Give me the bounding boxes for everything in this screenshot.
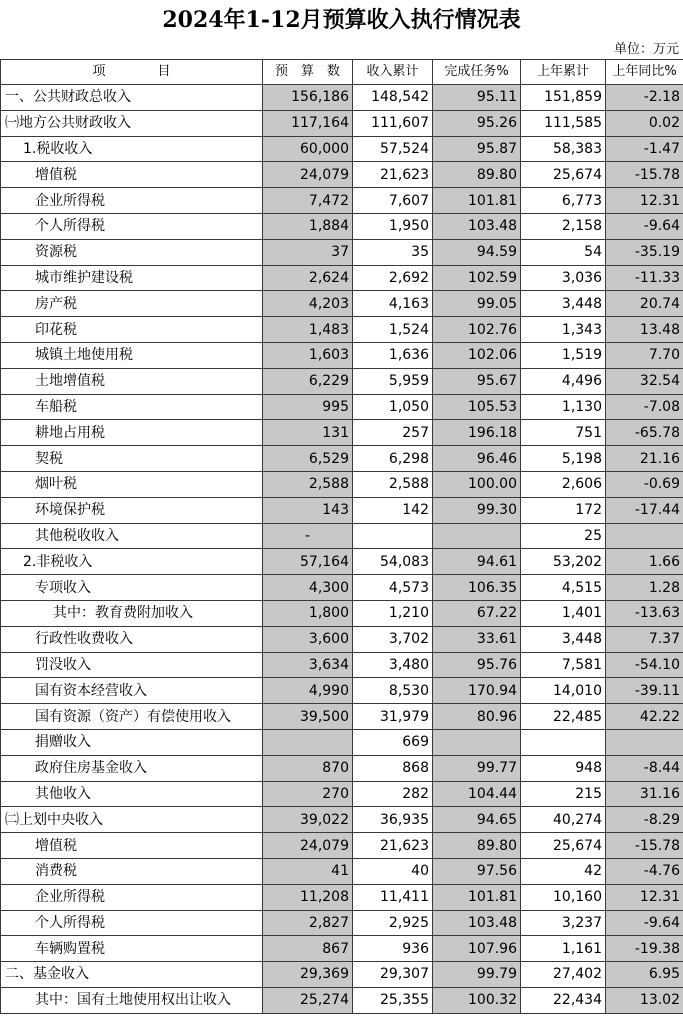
row-item-name: ㈠地方公共财政收入 xyxy=(1,110,263,136)
header-budget: 预 算 数 xyxy=(263,60,353,85)
row-item-name: 企业所得税 xyxy=(1,884,263,910)
row-last-year: 22,434 xyxy=(521,987,606,1013)
row-budget: 7,472 xyxy=(263,188,353,214)
row-cumulative: 54,083 xyxy=(353,549,433,575)
row-completion: 102.59 xyxy=(433,265,521,291)
row-item-name: 一、公共财政总收入 xyxy=(1,85,263,111)
row-last-year: 5,198 xyxy=(521,446,606,472)
row-cumulative: 1,050 xyxy=(353,394,433,420)
row-cumulative: 1,636 xyxy=(353,342,433,368)
table-row xyxy=(1,781,683,807)
row-item-name: 捐赠收入 xyxy=(1,729,263,755)
header-cumulative: 收入累计 xyxy=(353,60,433,85)
row-completion: 95.26 xyxy=(433,110,521,136)
row-budget: 6,529 xyxy=(263,446,353,472)
row-completion: 101.81 xyxy=(433,884,521,910)
row-last-year: 1,343 xyxy=(521,317,606,343)
table-row xyxy=(1,265,683,291)
table-row xyxy=(1,317,683,343)
row-item-name: 个人所得税 xyxy=(1,910,263,936)
row-yoy: 32.54 xyxy=(606,368,683,394)
row-budget: 4,300 xyxy=(263,575,353,601)
row-completion: 99.79 xyxy=(433,962,521,988)
row-completion: 97.56 xyxy=(433,858,521,884)
row-cumulative: 669 xyxy=(353,729,433,755)
row-yoy: -13.63 xyxy=(606,600,683,626)
row-completion: 105.53 xyxy=(433,394,521,420)
row-yoy: -39.11 xyxy=(606,678,683,704)
row-item-name: 其他税收收入 xyxy=(1,523,263,549)
row-budget: 60,000 xyxy=(263,136,353,162)
table-row xyxy=(1,884,683,910)
row-item-name: 个人所得税 xyxy=(1,213,263,239)
row-completion: 96.46 xyxy=(433,446,521,472)
row-yoy: -54.10 xyxy=(606,652,683,678)
row-item-name: 二、基金收入 xyxy=(1,962,263,988)
row-item-name: 土地增值税 xyxy=(1,368,263,394)
row-cumulative: 2,692 xyxy=(353,265,433,291)
row-last-year: 3,036 xyxy=(521,265,606,291)
row-budget: 270 xyxy=(263,781,353,807)
table-row xyxy=(1,368,683,394)
row-cumulative: 36,935 xyxy=(353,807,433,833)
row-last-year: 27,402 xyxy=(521,962,606,988)
row-completion: 95.67 xyxy=(433,368,521,394)
row-item-name: 车辆购置税 xyxy=(1,936,263,962)
row-last-year: 1,519 xyxy=(521,342,606,368)
row-budget: 6,229 xyxy=(263,368,353,394)
row-yoy: -0.69 xyxy=(606,471,683,497)
row-completion: 103.48 xyxy=(433,910,521,936)
row-yoy: -19.38 xyxy=(606,936,683,962)
row-cumulative: 2,925 xyxy=(353,910,433,936)
row-item-name: 1.税收收入 xyxy=(1,136,263,162)
row-budget: 117,164 xyxy=(263,110,353,136)
table-row xyxy=(1,188,683,214)
row-last-year: 948 xyxy=(521,755,606,781)
row-cumulative: 21,623 xyxy=(353,162,433,188)
row-item-name: 环境保护税 xyxy=(1,497,263,523)
row-item-name: 消费税 xyxy=(1,858,263,884)
page-title: 2024年1-12月预算收入执行情况表 xyxy=(162,7,521,33)
row-completion: 103.48 xyxy=(433,213,521,239)
table-row xyxy=(1,136,683,162)
row-yoy: -7.08 xyxy=(606,394,683,420)
row-completion: 94.65 xyxy=(433,807,521,833)
row-budget: 24,079 xyxy=(263,833,353,859)
row-budget: 1,800 xyxy=(263,600,353,626)
row-budget: 37 xyxy=(263,239,353,265)
row-cumulative: 1,524 xyxy=(353,317,433,343)
row-completion: 94.59 xyxy=(433,239,521,265)
row-yoy: 21.16 xyxy=(606,446,683,472)
row-completion: 102.06 xyxy=(433,342,521,368)
row-last-year: 14,010 xyxy=(521,678,606,704)
row-last-year: 4,496 xyxy=(521,368,606,394)
row-item-name: 印花税 xyxy=(1,317,263,343)
table-row xyxy=(1,342,683,368)
row-yoy: 13.48 xyxy=(606,317,683,343)
table-row xyxy=(1,833,683,859)
row-yoy: 7.70 xyxy=(606,342,683,368)
row-item-name: 增值税 xyxy=(1,833,263,859)
row-completion: 104.44 xyxy=(433,781,521,807)
row-cumulative: 257 xyxy=(353,420,433,446)
row-budget: 870 xyxy=(263,755,353,781)
row-yoy: 42.22 xyxy=(606,704,683,730)
table-row xyxy=(1,807,683,833)
row-last-year: 1,130 xyxy=(521,394,606,420)
row-yoy: -8.29 xyxy=(606,807,683,833)
row-item-name: 国有资本经营收入 xyxy=(1,678,263,704)
row-cumulative: 1,950 xyxy=(353,213,433,239)
row-last-year: 3,448 xyxy=(521,291,606,317)
table-row xyxy=(1,755,683,781)
table-row xyxy=(1,110,683,136)
table-row xyxy=(1,471,683,497)
row-budget: 143 xyxy=(263,497,353,523)
row-last-year: 25,674 xyxy=(521,162,606,188)
row-item-name: 耕地占用税 xyxy=(1,420,263,446)
header-item: 项 目 xyxy=(1,60,263,85)
row-item-name: 烟叶税 xyxy=(1,471,263,497)
row-last-year: 751 xyxy=(521,420,606,446)
row-yoy: 12.31 xyxy=(606,188,683,214)
row-completion: 107.96 xyxy=(433,936,521,962)
table-row xyxy=(1,729,683,755)
row-last-year: 2,606 xyxy=(521,471,606,497)
row-budget: 29,369 xyxy=(263,962,353,988)
table-row xyxy=(1,652,683,678)
row-budget: 4,203 xyxy=(263,291,353,317)
row-item-name: 其中：国有土地使用权出让收入 xyxy=(1,987,263,1013)
table-row xyxy=(1,936,683,962)
row-completion: 95.11 xyxy=(433,85,521,111)
row-cumulative: 31,979 xyxy=(353,704,433,730)
row-yoy: 1.28 xyxy=(606,575,683,601)
row-completion: 80.96 xyxy=(433,704,521,730)
row-budget xyxy=(263,729,353,755)
table-row xyxy=(1,704,683,730)
row-item-name: 专项收入 xyxy=(1,575,263,601)
table-row xyxy=(1,162,683,188)
row-cumulative: 21,623 xyxy=(353,833,433,859)
row-yoy: 20.74 xyxy=(606,291,683,317)
row-budget: 1,483 xyxy=(263,317,353,343)
row-cumulative: 936 xyxy=(353,936,433,962)
row-yoy: -1.47 xyxy=(606,136,683,162)
row-last-year: 53,202 xyxy=(521,549,606,575)
row-last-year: 1,161 xyxy=(521,936,606,962)
row-last-year: 2,158 xyxy=(521,213,606,239)
row-completion: 196.18 xyxy=(433,420,521,446)
row-budget: 3,600 xyxy=(263,626,353,652)
row-budget: 156,186 xyxy=(263,85,353,111)
row-cumulative: 8,530 xyxy=(353,678,433,704)
row-item-name: 2.非税收入 xyxy=(1,549,263,575)
row-cumulative xyxy=(353,523,433,549)
row-yoy: -9.64 xyxy=(606,213,683,239)
row-completion: 99.77 xyxy=(433,755,521,781)
row-cumulative: 2,588 xyxy=(353,471,433,497)
row-cumulative: 40 xyxy=(353,858,433,884)
row-item-name: 国有资源（资产）有偿使用收入 xyxy=(1,704,263,730)
row-yoy: -4.76 xyxy=(606,858,683,884)
row-yoy: -15.78 xyxy=(606,162,683,188)
row-last-year: 1,401 xyxy=(521,600,606,626)
row-completion: 100.32 xyxy=(433,987,521,1013)
table-row xyxy=(1,626,683,652)
table-row xyxy=(1,600,683,626)
header-completion: 完成任务% xyxy=(433,60,521,85)
row-completion: 67.22 xyxy=(433,600,521,626)
row-budget: 2,827 xyxy=(263,910,353,936)
row-last-year xyxy=(521,729,606,755)
row-last-year: 42 xyxy=(521,858,606,884)
row-yoy: -11.33 xyxy=(606,265,683,291)
table-row xyxy=(1,213,683,239)
row-budget: 25,274 xyxy=(263,987,353,1013)
row-completion: 95.76 xyxy=(433,652,521,678)
table-row xyxy=(1,962,683,988)
row-cumulative: 868 xyxy=(353,755,433,781)
row-completion: 94.61 xyxy=(433,549,521,575)
row-item-name: 其他收入 xyxy=(1,781,263,807)
row-last-year: 54 xyxy=(521,239,606,265)
row-last-year: 3,237 xyxy=(521,910,606,936)
row-item-name: 城市维护建设税 xyxy=(1,265,263,291)
row-last-year: 6,773 xyxy=(521,188,606,214)
row-completion: 99.05 xyxy=(433,291,521,317)
row-completion xyxy=(433,729,521,755)
row-completion: 95.87 xyxy=(433,136,521,162)
table-row xyxy=(1,420,683,446)
table-row xyxy=(1,85,683,111)
row-last-year: 22,485 xyxy=(521,704,606,730)
row-item-name: 行政性收费收入 xyxy=(1,626,263,652)
row-item-name: 增值税 xyxy=(1,162,263,188)
row-cumulative: 3,702 xyxy=(353,626,433,652)
row-cumulative: 5,959 xyxy=(353,368,433,394)
row-budget: 24,079 xyxy=(263,162,353,188)
row-last-year: 25 xyxy=(521,523,606,549)
row-budget: 131 xyxy=(263,420,353,446)
row-cumulative: 25,355 xyxy=(353,987,433,1013)
row-completion: 102.76 xyxy=(433,317,521,343)
row-completion: 101.81 xyxy=(433,188,521,214)
row-completion: 99.30 xyxy=(433,497,521,523)
row-completion: 33.61 xyxy=(433,626,521,652)
row-cumulative: 6,298 xyxy=(353,446,433,472)
row-budget: 39,022 xyxy=(263,807,353,833)
row-last-year: 215 xyxy=(521,781,606,807)
row-completion: 89.80 xyxy=(433,162,521,188)
row-budget: 4,990 xyxy=(263,678,353,704)
row-completion: 170.94 xyxy=(433,678,521,704)
row-last-year: 10,160 xyxy=(521,884,606,910)
row-budget: 57,164 xyxy=(263,549,353,575)
row-last-year: 151,859 xyxy=(521,85,606,111)
row-last-year: 7,581 xyxy=(521,652,606,678)
budget-table xyxy=(0,59,683,1014)
table-row xyxy=(1,291,683,317)
row-cumulative: 29,307 xyxy=(353,962,433,988)
row-yoy xyxy=(606,523,683,549)
row-cumulative: 1,210 xyxy=(353,600,433,626)
row-item-name: 房产税 xyxy=(1,291,263,317)
row-yoy xyxy=(606,729,683,755)
table-row xyxy=(1,549,683,575)
row-yoy: 1.66 xyxy=(606,549,683,575)
row-yoy: -2.18 xyxy=(606,85,683,111)
table-row xyxy=(1,523,683,549)
header-last-year: 上年累计 xyxy=(521,60,606,85)
row-yoy: -35.19 xyxy=(606,239,683,265)
row-completion: 100.00 xyxy=(433,471,521,497)
table-row xyxy=(1,394,683,420)
row-last-year: 58,383 xyxy=(521,136,606,162)
row-yoy: -65.78 xyxy=(606,420,683,446)
row-last-year: 111,585 xyxy=(521,110,606,136)
row-budget: 3,634 xyxy=(263,652,353,678)
row-budget: 867 xyxy=(263,936,353,962)
header-row xyxy=(1,60,683,85)
row-yoy: 13.02 xyxy=(606,987,683,1013)
row-yoy: 0.02 xyxy=(606,110,683,136)
row-yoy: -9.64 xyxy=(606,910,683,936)
row-completion: 106.35 xyxy=(433,575,521,601)
row-yoy: 6.95 xyxy=(606,962,683,988)
row-cumulative: 282 xyxy=(353,781,433,807)
row-budget: 1,884 xyxy=(263,213,353,239)
row-last-year: 172 xyxy=(521,497,606,523)
row-budget: 2,624 xyxy=(263,265,353,291)
row-budget: 1,603 xyxy=(263,342,353,368)
row-budget: - xyxy=(263,523,353,549)
row-budget: 39,500 xyxy=(263,704,353,730)
row-cumulative: 111,607 xyxy=(353,110,433,136)
table-row xyxy=(1,910,683,936)
row-cumulative: 11,411 xyxy=(353,884,433,910)
row-item-name: ㈡上划中央收入 xyxy=(1,807,263,833)
row-budget: 11,208 xyxy=(263,884,353,910)
row-last-year: 3,448 xyxy=(521,626,606,652)
row-cumulative: 4,573 xyxy=(353,575,433,601)
table-row xyxy=(1,987,683,1013)
row-item-name: 其中：教育费附加收入 xyxy=(1,600,263,626)
row-cumulative: 35 xyxy=(353,239,433,265)
table-row xyxy=(1,575,683,601)
row-last-year: 40,274 xyxy=(521,807,606,833)
row-budget: 2,588 xyxy=(263,471,353,497)
row-yoy: -17.44 xyxy=(606,497,683,523)
row-yoy: 7.37 xyxy=(606,626,683,652)
row-yoy: -8.44 xyxy=(606,755,683,781)
row-item-name: 政府住房基金收入 xyxy=(1,755,263,781)
row-yoy: 31.16 xyxy=(606,781,683,807)
row-item-name: 城镇土地使用税 xyxy=(1,342,263,368)
row-cumulative: 3,480 xyxy=(353,652,433,678)
row-completion: 89.80 xyxy=(433,833,521,859)
row-item-name: 契税 xyxy=(1,446,263,472)
row-completion xyxy=(433,523,521,549)
header-yoy: 上年同比% xyxy=(606,60,683,85)
row-cumulative: 4,163 xyxy=(353,291,433,317)
row-yoy: 12.31 xyxy=(606,884,683,910)
row-last-year: 25,674 xyxy=(521,833,606,859)
table-row xyxy=(1,678,683,704)
row-cumulative: 142 xyxy=(353,497,433,523)
row-cumulative: 148,542 xyxy=(353,85,433,111)
table-row xyxy=(1,497,683,523)
row-last-year: 4,515 xyxy=(521,575,606,601)
row-item-name: 企业所得税 xyxy=(1,188,263,214)
row-item-name: 罚没收入 xyxy=(1,652,263,678)
row-item-name: 资源税 xyxy=(1,239,263,265)
row-budget: 995 xyxy=(263,394,353,420)
unit-label: 单位：万元 xyxy=(613,42,679,57)
row-yoy: -15.78 xyxy=(606,833,683,859)
row-budget: 41 xyxy=(263,858,353,884)
row-cumulative: 7,607 xyxy=(353,188,433,214)
row-cumulative: 57,524 xyxy=(353,136,433,162)
row-item-name: 车船税 xyxy=(1,394,263,420)
table-row xyxy=(1,858,683,884)
table-row xyxy=(1,446,683,472)
table-row xyxy=(1,239,683,265)
